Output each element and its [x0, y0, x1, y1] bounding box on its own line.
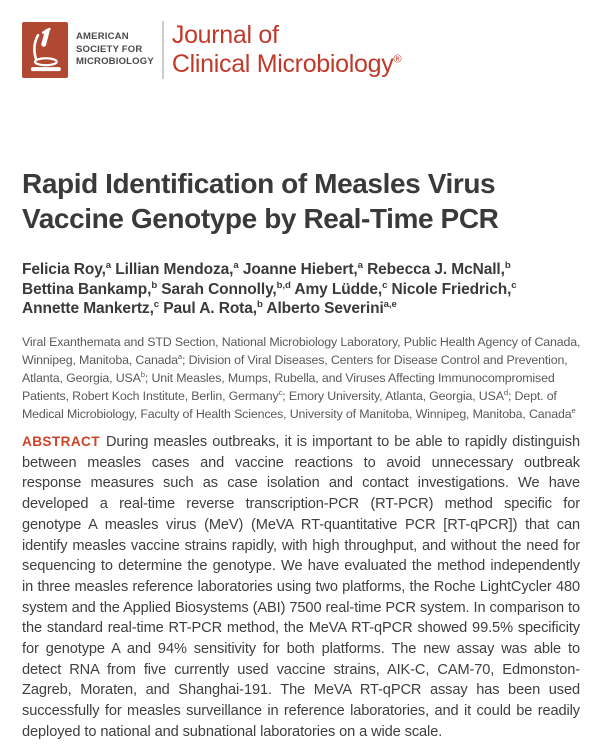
society-name [76, 31, 154, 69]
abstract-label: ABSTRACT [22, 434, 100, 449]
author-line: Felicia Roy,$^a$ Lillian Mendoza,$^a$ Joanne Hiebert,$^a$ Rebecca J. McNall,$^b$ [22, 259, 511, 278]
society-name-line: SOCIETY FOR [76, 43, 143, 55]
journal-masthead [22, 20, 580, 80]
asm-logo [22, 22, 68, 78]
society-name-line: AMERICAN [76, 31, 129, 43]
abstract-paragraph [22, 432, 580, 743]
article-title-line: Rapid Identification of Measles Virus [22, 168, 496, 199]
author-line: Bettina Bankamp,$^b$ Sarah Connolly,$^{b,d}$ Amy Lüdde,$^c$ Nicole Friedrich,$^c$ [22, 279, 517, 298]
abstract-text: During measles outbreaks, it is important to be able to rapidly distinguish between measles cases and vaccine reactions to avoid unnecessary outbreak response measures such as case isolation and contact investigations. We have developed a real-time reverse transcription-PCR (RT-PCR) method specific for genotype A measles virus (MeV) (MeVA RT-quantitative PCR [RT-qPCR]) that can identify measles vaccine strains rapidly, with high throughput, and without the need for sequencing to determine the genotype. We have evaluated the method independently in three measles reference laboratories using two platforms, the Roche LightCycler 480 system and the Applied Biosystems (ABI) 7500 real-time PCR system. In comparison to the standard real-time RT-PCR method, the MeVA RT-qPCR showed 99.5% specificity for genotype A and 94% sensitivity for both platforms. The new assay was able to detect RNA from five currently used vaccine strains, AIK-C, CAM-70, Edmonston-Zagreb, Moraten, and Shanghai-191. The MeVA RT-qPCR assay has been used successfully for measles surveillance in reference laboratories, and it could be readily deployed to national and subnational laboratories on a wide scale. [22, 434, 580, 740]
article-title [22, 166, 498, 236]
masthead-divider [162, 21, 164, 79]
article-title-line: Vaccine Genotype by Real-Time PCR [22, 203, 499, 234]
journal-name [172, 21, 401, 79]
society-name-line: MICROBIOLOGY [76, 56, 154, 68]
author-list [22, 260, 517, 319]
microscope-icon [25, 25, 65, 75]
author-line: Annette Mankertz,$^c$ Paul A. Rota,$^b$ Alberto Severini$^{a,e}$ [22, 298, 397, 317]
journal-name-line: Clinical Microbiology® [171, 50, 402, 78]
affiliations: Viral Exanthemata and STD Section, National Microbiology Laboratory, Public Health Agency of Canada, Winnipeg, Manitoba, Canada$^a$; Division of Viral Diseases, Centers for Disease Control and Prevention, Atlanta, Georgia, USA$^b$; Unit Measles, Mumps, Rubella, and Viruses Affecting Immunocompromised Patients, Robert Koch Institute, Berlin, Germany$^c$; Emory University, Atlanta, Georgia, USA$^d$; Dept. of Medical Microbiology, Faculty of Health Sciences, University of Manitoba, Winnipeg, Manitoba, Canada$^e$ [22, 335, 581, 421]
journal-name-line: Journal of [171, 21, 279, 49]
